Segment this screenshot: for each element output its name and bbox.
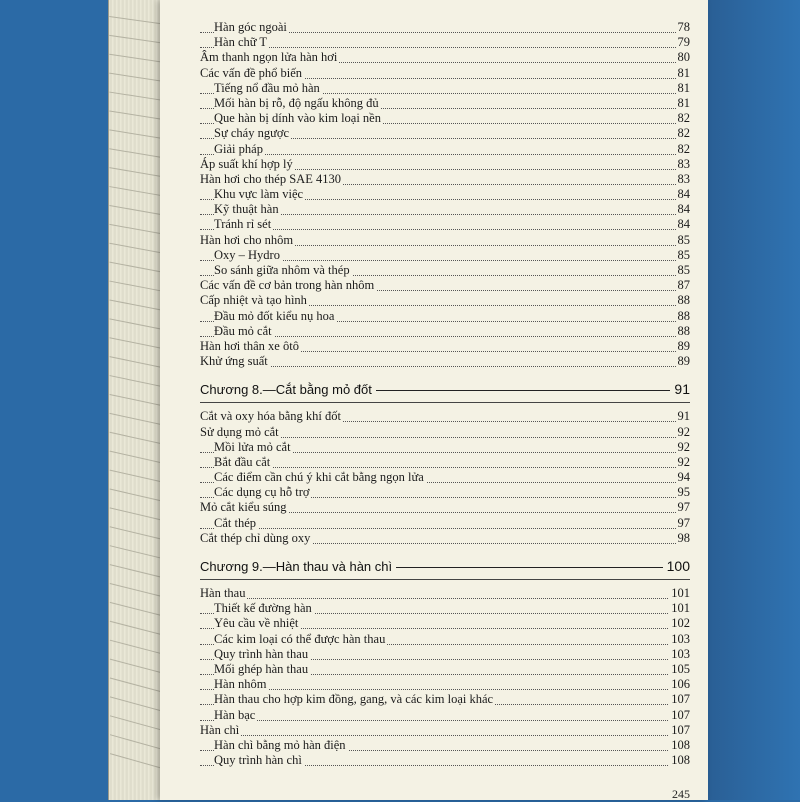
toc-entry-label: Tiếng nổ đầu mỏ hàn bbox=[214, 80, 320, 95]
toc-entry bbox=[200, 616, 690, 631]
toc-entry bbox=[200, 309, 690, 324]
toc-entry-page: 97 bbox=[677, 500, 690, 515]
toc-entry-label: Đầu mỏ cắt bbox=[214, 323, 272, 338]
toc-entry bbox=[200, 111, 690, 126]
toc-entry-label: Quy trình hàn thau bbox=[214, 646, 309, 661]
toc-entry-page: 88 bbox=[677, 293, 690, 308]
page-edge-line bbox=[110, 602, 166, 617]
page-edge-line bbox=[109, 243, 166, 254]
toc-entry-label: Oxy – Hydro bbox=[214, 247, 280, 262]
page-edge-line bbox=[109, 337, 166, 349]
toc-entry-label: Đầu mỏ đốt kiểu nụ hoa bbox=[214, 308, 335, 323]
page-edge-line bbox=[110, 545, 167, 560]
toc-entry-page: 78 bbox=[677, 20, 690, 34]
toc-entry-page: 98 bbox=[677, 530, 690, 545]
chapter-heading bbox=[200, 552, 690, 580]
toc-entry bbox=[200, 485, 690, 500]
toc-entry-page: 88 bbox=[677, 308, 690, 323]
toc-entry bbox=[200, 293, 690, 308]
page-edge-line bbox=[109, 54, 167, 63]
toc-entry bbox=[200, 531, 690, 546]
toc-entry-page: 84 bbox=[677, 187, 690, 202]
page-edge-line bbox=[109, 205, 166, 216]
toc-entry-label: Mối hàn bị rỗ, độ ngấu không đủ bbox=[214, 95, 379, 110]
toc-entry-page: 83 bbox=[677, 156, 690, 171]
toc-entry-label: Các điểm cần chú ý khi cắt bằng ngọn lửa bbox=[214, 470, 424, 485]
background-surface bbox=[708, 0, 800, 800]
toc-entry-page: 87 bbox=[677, 278, 690, 293]
page-edge-line bbox=[109, 129, 166, 139]
toc-entry-label: Yêu cầu về nhiệt bbox=[214, 616, 299, 631]
page-edge-line bbox=[110, 564, 167, 579]
toc-entry-label: Hàn chì bằng mỏ hàn điện bbox=[214, 737, 346, 752]
toc-entry-label: Các dụng cụ hỗ trợ bbox=[214, 485, 310, 500]
toc-entry bbox=[200, 738, 690, 753]
table-of-contents bbox=[200, 20, 690, 768]
toc-entry-page: 103 bbox=[671, 646, 690, 661]
toc-entry-page: 94 bbox=[677, 470, 690, 485]
toc-entry-label: Hàn thau cho hợp kim đồng, gang, và các kim loại khác bbox=[214, 692, 494, 707]
toc-entry-page: 107 bbox=[671, 707, 690, 722]
toc-entry-page: 88 bbox=[677, 323, 690, 338]
chapter-title: Chương 8.—Cắt bằng mỏ đốt bbox=[200, 382, 376, 397]
page-edge-line bbox=[110, 696, 166, 712]
page-edge-line bbox=[109, 148, 166, 158]
toc-entry-page: 89 bbox=[677, 354, 690, 369]
toc-entry bbox=[200, 470, 690, 485]
toc-entry-label: Hàn bạc bbox=[214, 707, 256, 722]
toc-entry bbox=[200, 455, 690, 470]
page-edge-line bbox=[110, 432, 167, 445]
book-page bbox=[160, 0, 708, 800]
toc-entry-label: Mối ghép hàn thau bbox=[214, 661, 309, 676]
toc-entry-label: Các vấn đề phổ biến bbox=[200, 65, 303, 80]
toc-entry-label: So sánh giữa nhôm và thép bbox=[214, 263, 350, 277]
page-edge-line bbox=[110, 640, 166, 656]
page-edge-line bbox=[109, 186, 166, 197]
page-edge-line bbox=[110, 753, 166, 770]
toc-entry-page: 107 bbox=[671, 692, 690, 707]
toc-entry-label: Cắt thép chỉ dùng oxy bbox=[200, 530, 311, 545]
toc-entry-page: 91 bbox=[677, 409, 690, 424]
toc-entry bbox=[200, 723, 690, 738]
toc-entry-label: Cắt thép bbox=[214, 515, 257, 530]
page-edge-line bbox=[109, 224, 166, 235]
toc-entry-page: 105 bbox=[671, 661, 690, 676]
page-edge-line bbox=[109, 281, 166, 293]
toc-entry-label: Hàn chì bbox=[200, 722, 240, 737]
chapter-page: 91 bbox=[670, 381, 690, 397]
page-edge-line bbox=[109, 318, 166, 330]
toc-entry bbox=[200, 692, 690, 707]
toc-entry bbox=[200, 81, 690, 96]
toc-entry-page: 108 bbox=[671, 753, 690, 768]
toc-entry-label: Thiết kế đường hàn bbox=[214, 601, 312, 616]
page-edge-line bbox=[110, 488, 167, 502]
toc-entry-label: Các kim loại có thể được hàn thau bbox=[214, 631, 386, 646]
toc-entry-label: Bắt đầu cắt bbox=[214, 454, 271, 469]
toc-entry-page: 82 bbox=[677, 126, 690, 141]
toc-entry-label: Hàn nhôm bbox=[214, 677, 267, 692]
toc-entry-page: 92 bbox=[677, 439, 690, 454]
page-edge-line bbox=[109, 110, 166, 120]
toc-entry-label: Mồi lửa mỏ cắt bbox=[214, 439, 291, 454]
toc-entry-label: Hàn hơi cho nhôm bbox=[200, 232, 294, 247]
toc-entry bbox=[200, 500, 690, 515]
toc-entry-label: Áp suất khí hợp lý bbox=[200, 156, 293, 171]
page-edge-line bbox=[109, 92, 166, 102]
page-edge-line bbox=[109, 167, 166, 178]
toc-entry-label: Tránh rỉ sét bbox=[214, 217, 272, 232]
toc-entry bbox=[200, 142, 690, 157]
toc-entry bbox=[200, 126, 690, 141]
toc-entry bbox=[200, 516, 690, 531]
toc-entry-page: 95 bbox=[677, 485, 690, 500]
toc-entry bbox=[200, 409, 690, 424]
toc-entry-label: Giải pháp bbox=[214, 141, 263, 156]
toc-entry-page: 85 bbox=[677, 232, 690, 247]
toc-entry bbox=[200, 66, 690, 81]
toc-entry bbox=[200, 50, 690, 65]
toc-entry bbox=[200, 248, 690, 263]
toc-entry-page: 103 bbox=[671, 631, 690, 646]
toc-entry bbox=[200, 233, 690, 248]
toc-entry-page: 97 bbox=[677, 515, 690, 530]
toc-entry-page: 92 bbox=[677, 424, 690, 439]
page-edge-line bbox=[110, 375, 167, 388]
toc-entry-page: 89 bbox=[677, 338, 690, 353]
toc-entry-page: 85 bbox=[677, 263, 690, 277]
toc-entry-label: Sự cháy ngược bbox=[214, 126, 290, 141]
toc-entry-label: Hàn hơi cho thép SAE 4130 bbox=[200, 171, 341, 186]
page-edge-line bbox=[110, 394, 167, 407]
toc-entry-page: 81 bbox=[677, 65, 690, 80]
page-edge-line bbox=[109, 35, 167, 44]
toc-entry-label: Hàn thau bbox=[200, 586, 246, 600]
toc-entry-page: 81 bbox=[677, 80, 690, 95]
toc-entry-label: Sử dụng mỏ cắt bbox=[200, 424, 279, 439]
toc-entry bbox=[200, 425, 690, 440]
toc-entry bbox=[200, 263, 690, 278]
toc-entry bbox=[200, 753, 690, 768]
toc-entry bbox=[200, 339, 690, 354]
toc-entry-page: 107 bbox=[671, 722, 690, 737]
toc-entry bbox=[200, 217, 690, 232]
toc-entry bbox=[200, 157, 690, 172]
toc-entry-page: 102 bbox=[671, 616, 690, 631]
toc-entry-label: Các vấn đề cơ bản trong hàn nhôm bbox=[200, 278, 375, 293]
page-edge-line bbox=[110, 507, 167, 521]
toc-entry bbox=[200, 324, 690, 339]
toc-entry-page: 101 bbox=[671, 601, 690, 616]
toc-entry-page: 92 bbox=[677, 454, 690, 469]
toc-entry-page: 84 bbox=[677, 217, 690, 232]
chapter-title: Chương 9.—Hàn thau và hàn chì bbox=[200, 559, 396, 574]
toc-entry bbox=[200, 278, 690, 293]
toc-entry-label: Mỏ cắt kiểu súng bbox=[200, 500, 287, 515]
toc-entry bbox=[200, 440, 690, 455]
toc-entry bbox=[200, 632, 690, 647]
chapter-page: 100 bbox=[663, 558, 690, 574]
page-edge-line bbox=[109, 16, 167, 25]
chapter-heading bbox=[200, 375, 690, 403]
toc-entry bbox=[200, 354, 690, 369]
toc-entry-label: Quy trình hàn chì bbox=[214, 753, 302, 768]
toc-entry-page: 84 bbox=[677, 202, 690, 217]
page-edge-line bbox=[110, 526, 167, 540]
toc-entry-page: 82 bbox=[677, 141, 690, 156]
toc-entry bbox=[200, 172, 690, 187]
toc-entry-label: Que hàn bị dính vào kim loại nền bbox=[214, 111, 381, 126]
page-edge-line bbox=[110, 621, 166, 636]
toc-entry bbox=[200, 662, 690, 677]
toc-entry-page: 82 bbox=[677, 111, 690, 126]
page-edge-line bbox=[109, 356, 166, 369]
page-edge-line bbox=[109, 262, 166, 274]
toc-entry-page: 106 bbox=[671, 677, 690, 692]
toc-entry bbox=[200, 586, 690, 601]
page-edge-line bbox=[110, 678, 166, 694]
toc-entry-page: 83 bbox=[677, 171, 690, 186]
toc-entry-label: Hàn góc ngoài bbox=[214, 20, 287, 34]
toc-entry-label: Âm thanh ngọn lửa hàn hơi bbox=[200, 50, 338, 65]
toc-entry bbox=[200, 96, 690, 111]
toc-entry-label: Cắt và oxy hóa bằng khí đốt bbox=[200, 409, 341, 424]
toc-entry bbox=[200, 647, 690, 662]
page-edge-line bbox=[109, 299, 166, 311]
toc-entry-label: Kỹ thuật hàn bbox=[214, 202, 279, 217]
toc-entry-label: Cấp nhiệt và tạo hình bbox=[200, 293, 307, 308]
page-edge-line bbox=[110, 413, 167, 426]
page-number: 245 bbox=[672, 787, 690, 801]
toc-entry-page: 85 bbox=[677, 247, 690, 262]
toc-entry bbox=[200, 35, 690, 50]
toc-entry-page: 108 bbox=[671, 737, 690, 752]
toc-entry-label: Hàn hơi thân xe ôtô bbox=[200, 338, 299, 353]
toc-entry bbox=[200, 20, 690, 35]
toc-entry bbox=[200, 202, 690, 217]
toc-entry bbox=[200, 708, 690, 723]
page-edge-line bbox=[109, 73, 166, 83]
toc-entry bbox=[200, 187, 690, 202]
toc-entry bbox=[200, 677, 690, 692]
page-edge-line bbox=[110, 583, 167, 598]
toc-entry-page: 80 bbox=[677, 50, 690, 65]
page-edge-line bbox=[110, 715, 166, 731]
page-edge-line bbox=[110, 734, 166, 751]
toc-entry-page: 101 bbox=[671, 586, 690, 600]
toc-entry-label: Khu vực làm việc bbox=[214, 187, 304, 202]
toc-entry bbox=[200, 601, 690, 616]
toc-entry-label: Khử ứng suất bbox=[200, 354, 268, 369]
page-edge-line bbox=[110, 470, 167, 484]
page-edge-line bbox=[110, 659, 166, 675]
page-edge-line bbox=[110, 451, 167, 465]
toc-entry-page: 79 bbox=[677, 35, 690, 50]
toc-entry-label: Hàn chữ T bbox=[214, 35, 268, 50]
toc-entry-page: 81 bbox=[677, 95, 690, 110]
